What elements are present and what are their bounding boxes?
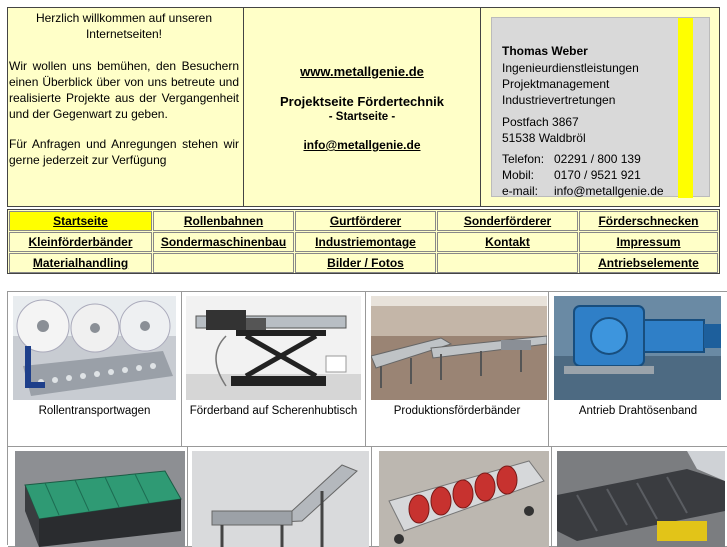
product-photo-steigfoerderer[interactable] <box>192 451 369 547</box>
product-card[interactable] <box>549 292 727 447</box>
project-title: Projektseite Fördertechnik <box>280 94 444 109</box>
email-link[interactable]: info@metallgenie.de <box>303 138 421 152</box>
intro-cell <box>8 8 244 206</box>
nav-materialhandling[interactable]: Materialhandling <box>9 253 152 273</box>
phone-label: Telefon: <box>502 152 545 166</box>
phone-value: 02291 / 800 139 <box>554 152 641 166</box>
nav-bilder-fotos[interactable]: Bilder / Fotos <box>295 253 436 273</box>
welcome-text: Herzlich willkommen auf unseren Internetseiten! <box>35 11 213 41</box>
nav-rollenbahnen[interactable]: Rollenbahnen <box>153 211 294 231</box>
product-card[interactable] <box>188 447 372 547</box>
contact-city: 51538 Waldbröl <box>502 131 586 145</box>
contact-mobile <box>502 167 641 183</box>
product-gallery <box>7 291 727 545</box>
product-card[interactable] <box>8 292 182 447</box>
product-card[interactable] <box>8 447 188 547</box>
product-caption[interactable]: Förderband auf Scherenhubtisch <box>189 405 358 417</box>
product-caption[interactable]: Produktionsförderbänder <box>393 405 521 417</box>
email-value: info@metallgenie.de <box>554 184 664 198</box>
mobile-label: Mobil: <box>502 168 535 182</box>
nav-foerderschnecken[interactable]: Förderschnecken <box>579 211 718 231</box>
startseite-label: - Startseite - <box>328 111 396 123</box>
product-photo-plattenband[interactable] <box>557 451 725 547</box>
contact-postfach: Postfach 3867 <box>502 115 579 129</box>
contact-line-2: Projektmanagement <box>502 77 610 91</box>
contact-line-1: Ingenieurdienstleistungen <box>502 61 639 75</box>
nav-antriebselemente[interactable]: Antriebselemente <box>579 253 718 273</box>
product-caption[interactable]: Rollentransportwagen <box>38 405 151 417</box>
product-card[interactable] <box>366 292 549 447</box>
email-label: e-mail: <box>502 184 539 198</box>
product-photo-drahtoesenband[interactable] <box>554 296 721 400</box>
center-cell <box>244 8 481 206</box>
nav-kontakt[interactable]: Kontakt <box>437 232 578 252</box>
nav-startseite[interactable]: Startseite <box>9 211 152 231</box>
header-table <box>7 7 720 207</box>
nav-industriemontage[interactable]: Industriemontage <box>295 232 436 252</box>
main-navigation <box>7 209 720 274</box>
intro-paragraph-2: Für Anfragen und Anregungen stehen wir gerne jederzeit zur Verfügung <box>9 137 239 167</box>
product-card[interactable] <box>182 292 366 447</box>
product-photo-foerderschnecke[interactable] <box>379 451 549 547</box>
product-caption[interactable]: Antrieb Drahtösenband <box>578 405 698 417</box>
product-photo-rollentransportwagen[interactable] <box>13 296 176 400</box>
product-card[interactable] <box>372 447 552 547</box>
product-photo-produktionsfoerderbaender[interactable] <box>371 296 547 400</box>
intro-paragraph-1: Wir wollen uns bemühen, den Besuchern einen Überblick über von uns betreute und realisierte Projekte aus der Vergangenheit und der Gegenwart zu geben. <box>9 59 239 121</box>
product-photo-kleinfoerderband[interactable] <box>15 451 185 547</box>
product-photo-scherenhubtisch[interactable] <box>186 296 361 400</box>
mobile-value: 0170 / 9521 921 <box>554 168 641 182</box>
nav-impressum[interactable]: Impressum <box>579 232 718 252</box>
nav-empty-cell <box>437 253 578 273</box>
contact-email <box>502 183 664 199</box>
nav-sonderfoerderer[interactable]: Sonderförderer <box>437 211 578 231</box>
nav-empty-cell <box>153 253 294 273</box>
nav-gurtfoerderer[interactable]: Gurtförderer <box>295 211 436 231</box>
nav-kleinfoerderbaender[interactable]: Kleinförderbänder <box>9 232 152 252</box>
contact-phone <box>502 151 641 167</box>
contact-line-3: Industrievertretungen <box>502 93 616 107</box>
contact-name: Thomas Weber <box>502 44 588 58</box>
contact-card <box>491 17 710 197</box>
nav-sondermaschinenbau[interactable]: Sondermaschinenbau <box>153 232 294 252</box>
site-link[interactable]: www.metallgenie.de <box>300 64 424 79</box>
yellow-accent-bar <box>678 18 693 198</box>
contact-cell <box>481 8 719 206</box>
product-card[interactable] <box>552 447 727 547</box>
